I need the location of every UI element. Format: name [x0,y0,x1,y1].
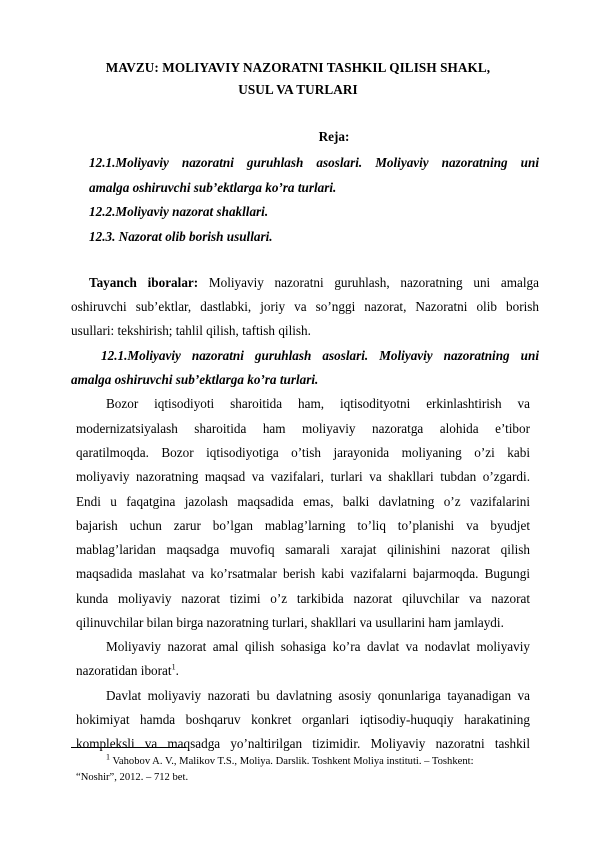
paragraph-1-line-10: qilinuvchilar bilan birga nazoratning turlari, shakllari va usullarini ham jamlaydi. [76,615,504,630]
section-heading-line-2: amalga oshiruvchi sub’ektlarga ko’ra turlari. [71,372,319,387]
paragraph-2-line-2 [76,663,179,679]
paragraph-1-line-3: qaratilmoqda. Bozor iqtisodiyotiga o’tish jarayonida moliyaning o’zi kabi [76,445,530,460]
paragraph-1-line-8: maqsadida maslahat va ko’rsatmalar berish kabi vazifalarni bajarmoqda. Bugungi [76,566,530,581]
paragraph-1-line-4: moliyaviy nazoratning maqsad va vazifalari, turlari va shakllari tubdan o’zgardi. [76,469,530,484]
paragraph-2-line-1: Moliyaviy nazorat amal qilish sohasiga ko’ra davlat va nodavlat moliyaviy [106,639,530,654]
paragraph-2-text: nazoratidan iborat [76,663,172,678]
footnote-text-1: Vahobov A. V., Malikov T.S., Moliya. Darslik. Toshkent Moliya instituti. – Toshkent: [110,756,474,767]
plan-item-2: 12.2.Moliyaviy nazorat shakllari. [89,204,269,219]
paragraph-1-line-1: Bozor iqtisodiyoti sharoitida ham, iqtisodityotni erkinlashtirish va [106,396,530,411]
keywords-line-1 [89,275,539,291]
document-title-line-2: USUL VA TURLARI [238,82,358,97]
plan-item-1: 12.1.Moliyaviy nazoratni guruhlash asoslari. Moliyaviy nazoratning uni [89,155,539,170]
keywords-line-3: usullari: tekshirish; tahlil qilish, taftish qilish. [71,323,311,338]
plan-heading: Reja: [318,129,350,144]
footnote-line-1 [106,752,474,767]
paragraph-3-line-2: hokimiyat hamda boshqaruv konkret organlari iqtisodiy-huquqiy harakatining [76,712,530,727]
footnote-line-2: “Noshir”, 2012. – 712 bet. [76,772,189,783]
keywords-text-1: Moliyaviy nazoratni guruhlash, nazoratning uni amalga [208,275,539,290]
footnote-separator [71,747,186,748]
paragraph-1-line-9: kunda moliyaviy nazorat tizimi o’z tarkibida nazorat qiluvchilar va nazorat [76,591,530,606]
plan-item-1-cont: amalga oshiruvchi sub’ektlarga ko’ra turlari. [89,180,337,195]
keywords-label: Tayanch iboralar: [89,275,199,290]
footnote-mark: 1 [106,752,110,762]
footnote-reference[interactable]: 1 [171,662,176,672]
keywords-line-2: oshiruvchi sub’ektlar, dastlabki, joriy va so’nggi nazorat, Nazoratni olib borish [71,299,539,314]
plan-item-3: 12.3. Nazorat olib borish usullari. [89,229,273,244]
paragraph-3-line-1: Davlat moliyaviy nazorati bu davlatning asosiy qonunlariga tayanadigan va [106,688,530,703]
paragraph-1-line-7: mablag’laridan maqsadga muvofiq samarali xarajat qilinishini nazorat qilish [76,542,530,557]
section-heading-line-1: 12.1.Moliyaviy nazoratni guruhlash asoslari. Moliyaviy nazoratning uni [101,348,539,363]
paragraph-1-line-5: Endi u faqatgina jazolash maqsadida emas, balki davlatning o’z vazifalarini [76,494,530,509]
paragraph-1-line-2: modernizatsiyalash sharoitida ham moliyaviy nazoratga alohida e’tibor [76,421,530,436]
paragraph-1-line-6: bajarish uchun zarur bo’lgan mablag’larning to’liq to’planishi va byudjet [76,518,530,533]
paragraph-3-line-3: kompleksli va maqsadga yo’naltirilgan tizimidir. Moliyaviy nazoratni tashkil [76,736,530,751]
document-title-line-1: MAVZU: MOLIYAVIY NAZORATNI TASHKIL QILISH SHAKL, [105,60,491,75]
paragraph-2-end: . [175,663,179,678]
